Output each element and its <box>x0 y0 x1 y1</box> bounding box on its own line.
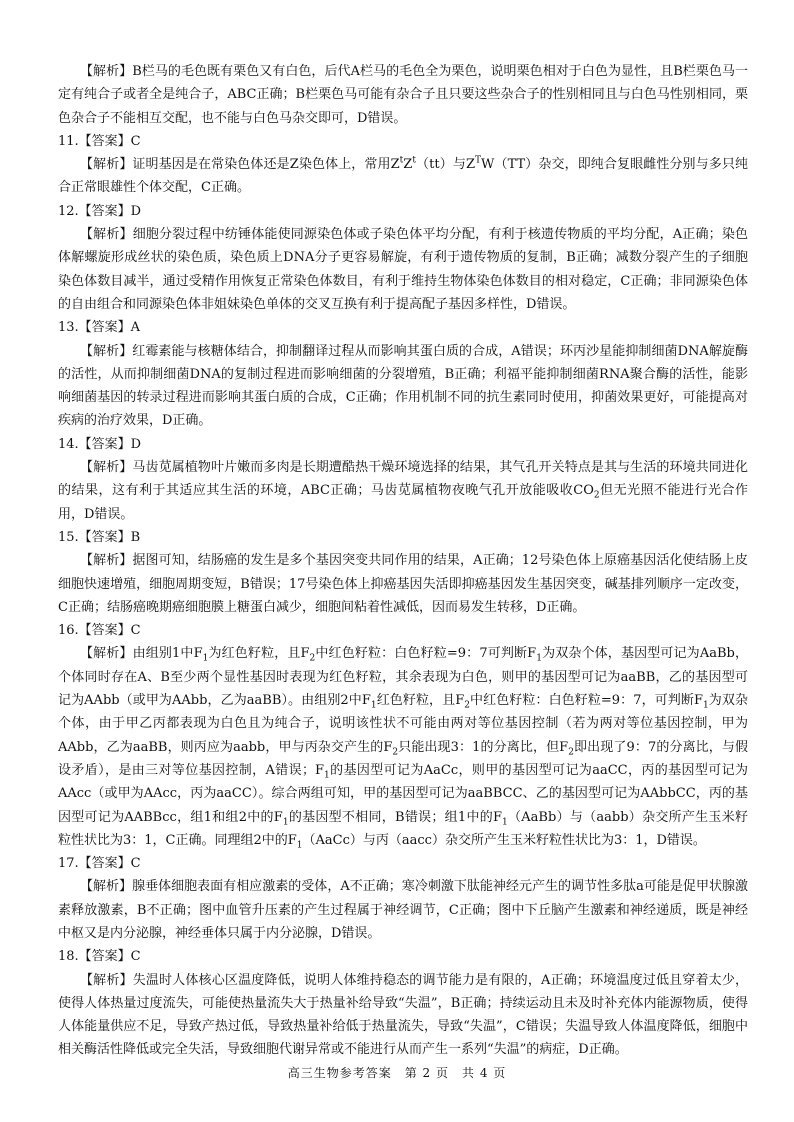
answer-content <box>58 60 748 1062</box>
analysis-paragraph: 【解析】腺垂体细胞表面有相应激素的受体，A不正确；寒冷刺激下肽能神经元产生的调节性多肽a可能是促甲状腺激素释放激素，B不正确；图中血管升压素的产生过程属于神经调节，C正确；图中下丘脑产生激素和神经递质，既是神经中枢又是内分泌腺，神经垂体只属于内分泌腺，D错误。 <box>58 879 748 941</box>
answer-line: 14.【答案】D <box>58 436 142 452</box>
analysis-paragraph: 【解析】证明基因是在常染色体还是Z染色体上，常用$Z^tZ^t(tt)$与$Z^TW(TT)$杂交，即纯合复眼雌性分别与多只纯合正常眼雄性个体交配，C正确。 <box>58 155 748 196</box>
answer-line: 11.【答案】C <box>58 133 141 149</box>
answer-line: 17.【答案】C <box>58 856 141 872</box>
answer-line: 12.【答案】D <box>58 203 142 219</box>
analysis-paragraph: 【解析】B栏马的毛色既有栗色又有白色，后代A栏马的毛色全为栗色，说明栗色相对于白色为显性，且B栏栗色马一定有纯合子或者全是纯合子，ABC正确；B栏栗色马可能有杂合子且只要这些杂合子的性别相同且与白色马性别相同，栗色杂合子不能相互交配，也不能与白色马杂交即可，D错误。 <box>58 64 748 126</box>
analysis-paragraph: 【解析】细胞分裂过程中纺锤体能使同源染色体或子染色体平均分配，有利于核遗传物质的平均分配，A正确；染色体解螺旋形成丝状的染色质，染色质上DNA分子更容易解旋，有利于遗传物质的复制，B正确；减数分裂产生的子细胞染色体数目减半，通过受精作用恢复正常染色体数目，有利于维持生物体染色体数目的相对稳定，C正确；非同源染色体的自由组合和同源染色体非姐妹染色单体的交叉互换有利于提高配子基因多样性，D错误。 <box>58 227 748 312</box>
answer-line: 13.【答案】A <box>58 320 141 336</box>
analysis-paragraph: 【解析】马齿苋属植物叶片嫩而多肉是长期遭酷热干燥环境选择的结果，其气孔开关特点是其与生活的环境共同进化的结果，这有利于其适应其生活的环境，ABC正确；马齿苋属植物夜晚气孔开放能吸收$CO_2$但无光照不能进行光合作用，D错误。 <box>58 460 748 522</box>
analysis-paragraph: 【解析】据图可知，结肠癌的发生是多个基因突变共同作用的结果，A正确；12号染色体上原癌基因活化使结肠上皮细胞快速增殖，细胞周期变短，B错误；17号染色体上抑癌基因失活即抑癌基因发生基因突变，碱基排列顺序一定改变，C正确；结肠癌晚期癌细胞膜上糖蛋白减少，细胞间粘着性减低，因而易发生转移，D正确。 <box>58 553 748 615</box>
answer-line: 16.【答案】C <box>58 623 141 639</box>
answer-line: 18.【答案】C <box>58 949 141 965</box>
analysis-paragraph: 【解析】失温时人体核心区温度降低，说明人体维持稳态的调节能力是有限的，A正确；环境温度过低且穿着太少，使得人体热量过度流失，可能使热量流失大于热量补给导致“失温”，B正确；持续运动且未及时补充体内能源物质，使得人体能量供应不足，导致产热过低，导致热量补给低于热量流失，导致“失温”，C错误；失温导致人体温度降低，细胞中相关酶活性降低或完全失活，导致细胞代谢异常或不能进行从而产生一系列“失温”的病症，D正确。 <box>58 972 748 1058</box>
page-footer: 高三生物参考答案 第 2 页 共 4 页 <box>287 1066 507 1080</box>
answer-line: 15.【答案】B <box>58 529 141 545</box>
analysis-paragraph: 【解析】由组别1中$F_1$为红色籽粒，且$F_2$中红色籽粒：白色籽粒=9：7可判断$F_1$为双杂个体，基因型可记为AaBb，个体同时存在A、B至少两个显性基因时表现为红色籽粒，其余表现为白色，则甲的基因型可记为aaBB，乙的基因型可记为AAbb（或甲为AAbb，乙为aaBB）。由组别2中$F_1$红色籽粒，且$F_2$中红色籽粒：白色籽粒=9：7，可判断$F_1$为双杂个体，由于甲乙丙都表现为白色且为纯合子，说明该性状不可能由两对等位基因控制（若为两对等位基因控制，甲为AAbb，乙为aaBB，则丙应为aabb，甲与丙杂交产生的$F_2$只能出现3：1的分离比，但$F_2$即出现了9：7的分离比，与假设矛盾），是由三对等位基因控制，A错误；$F_1$的基因型可记为AaCc，则甲的基因型可记为aaCC，丙的基因型可记为AAcc（或甲为AAcc，丙为aaCC）。综合两组可知，甲的基因型可记为aaBBCC、乙的基因型可记为AAbbCC，丙的基因型可记为AABBcc，组1和组2中的$F_1$的基因型不相同，B错误；组1中的$F_1(AaBb)$与（aabb）杂交所产生玉米籽粒性状比为3：1，C正确。同理组2中的$F_1(AaCc)$与丙（aacc）杂交所产生玉米籽粒性状比为3：1，D错误。 <box>58 646 749 851</box>
analysis-paragraph: 【解析】红霉素能与核糖体结合，抑制翻译过程从而影响其蛋白质的合成，A错误；环丙沙星能抑制细菌DNA解旋酶的活性，从而抑制细菌DNA的复制过程进而影响细菌的分裂增殖，B正确；利福平能抑制细菌RNA聚合酶的活性，能影响细菌基因的转录过程进而影响其蛋白质的合成，C正确；作用机制不同的抗生素同时使用，抑菌效果更好，可能提高对疾病的治疗效果，D正确。 <box>58 343 748 429</box>
